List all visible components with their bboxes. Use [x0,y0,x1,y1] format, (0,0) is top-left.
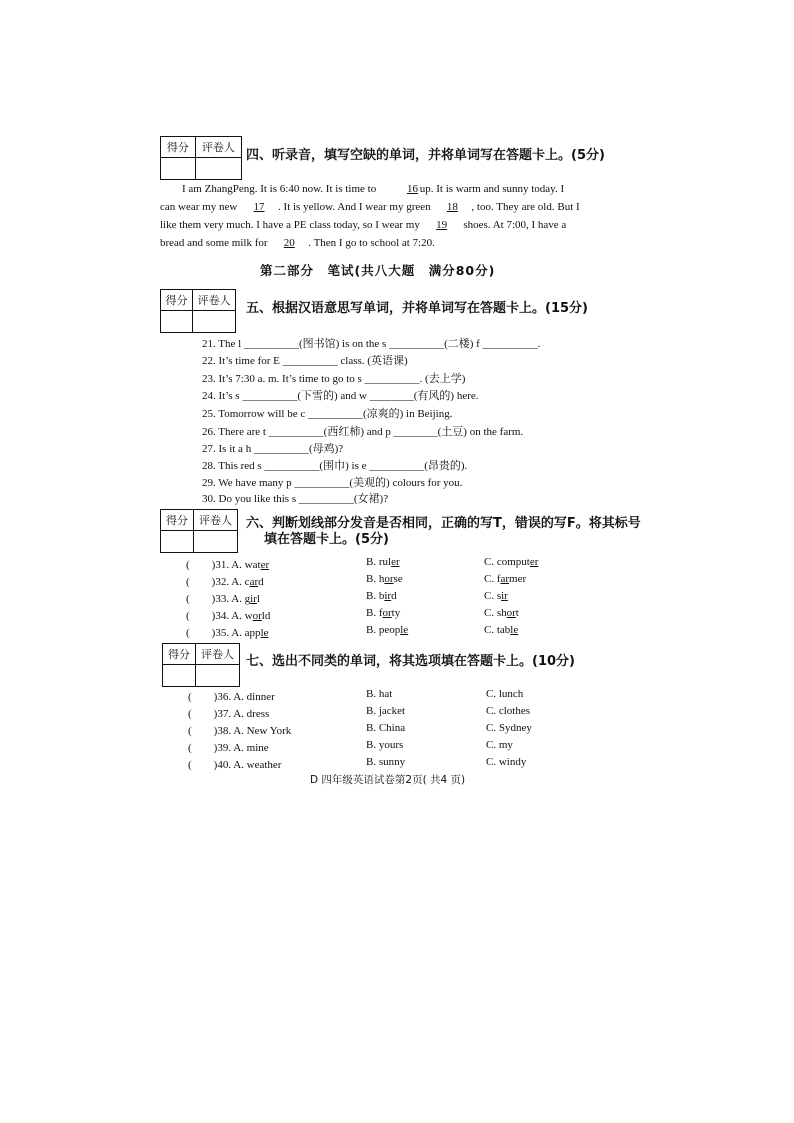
grader-label: 评卷人 [196,644,239,665]
option-a: ( )40. A. weather [188,759,282,771]
grader-cell [193,311,235,332]
question-22: 22. It’s time for E __________ class. (英语课) [202,355,408,367]
option-b: B. horse [366,573,403,585]
score-label: 得分 [161,290,193,311]
passage-line-1: I am ZhangPeng. It is 6:40 now. It is time to 16 up. It is warm and sunny today. I [160,180,614,198]
option-c: C. Sydney [486,722,532,734]
section-4-passage [160,180,614,252]
option-c: C. windy [486,756,527,768]
score-cell [161,158,196,179]
option-c: C. lunch [486,688,524,700]
option-b: B. hat [366,688,393,700]
question-25: 25. Tomorrow will be c __________(凉爽的) in Beijing. [202,408,453,420]
option-a: ( )31. A. water [186,559,270,571]
option-c: C. short [484,607,519,619]
score-label: 得分 [161,510,194,531]
grader-cell [194,531,237,552]
grader-cell [196,665,239,686]
score-cell [161,531,194,552]
option-b: B. yours [366,739,404,751]
blank-18: 18 [446,201,458,213]
section-5-title: 五、根据汉语意思写单词，并将单词写在答题卡上。(15分) [246,301,588,316]
section-6-title-line-2: 填在答题卡上。(5分) [264,532,389,547]
passage-line-3: like them very much. I have a PE class today, so I wear my 19 shoes. At 7:00, I have a [160,216,614,234]
option-a: ( )38. A. New York [188,725,292,737]
option-a: ( )36. A. dinner [188,691,275,703]
part-2-heading: 第二部分 笔试(共八大题 满分80分) [260,263,496,278]
section-6-title-line-1: 六、判断划线部分发音是否相同，正确的写T，错误的写F。将其标号 [246,516,641,531]
blank-19: 19 [436,219,448,231]
option-b: B. people [366,624,409,636]
option-a: ( )35. A. apple [186,627,269,639]
option-b: B. jacket [366,705,406,717]
score-cell [161,311,193,332]
option-b: B. forty [366,607,401,619]
option-a: ( )39. A. mine [188,742,269,754]
question-30: 30. Do you like this s __________(女裙)? [202,493,389,505]
blank-20: 20 [283,237,295,249]
option-b: B. sunny [366,756,406,768]
grader-label: 评卷人 [196,137,241,158]
page-footer: D 四年级英语试卷第2页( 共4 页) [310,774,466,786]
grader-cell [196,158,241,179]
option-a: ( )34. A. world [186,610,271,622]
score-box [160,289,236,333]
score-label: 得分 [161,137,196,158]
score-box [160,509,238,553]
question-27: 27. Is it a h __________(母鸡)? [202,443,344,455]
option-a: ( )33. A. girl [186,593,260,605]
option-c: C. sir [484,590,508,602]
option-a: ( )37. A. dress [188,708,270,720]
option-c: C. table [484,624,519,636]
passage-line-2: can wear my new 17 . It is yellow. And I wear my green 18 , too. They are old. But I [160,198,614,216]
grader-label: 评卷人 [193,290,235,311]
option-b: B. China [366,722,406,734]
option-c: C. my [486,739,513,751]
question-23: 23. It’s 7:30 a. m. It’s time to go to s __________. (去上学) [202,373,466,385]
option-c: C. computer [484,556,539,568]
score-box [162,643,240,687]
score-box [160,136,242,180]
option-b: B. bird [366,590,397,602]
blank-16: 16 [406,183,418,195]
option-a: ( )32. A. card [186,576,264,588]
question-24: 24. It’s s __________(下雪的) and w ________(有风的) here. [202,390,479,402]
passage-line-4: bread and some milk for 20 . Then I go to school at 7:20. [160,234,614,252]
score-label: 得分 [163,644,196,665]
question-29: 29. We have many p __________(美观的) colours for you. [202,477,463,489]
section-4-title: 四、听录音，填写空缺的单词，并将单词写在答题卡上。(5分) [246,148,605,163]
option-c: C. farmer [484,573,527,585]
question-28: 28. This red s __________(围巾) is e __________(昂贵的). [202,460,468,472]
option-c: C. clothes [486,705,530,717]
grader-label: 评卷人 [194,510,237,531]
option-b: B. ruler [366,556,400,568]
section-7-title: 七、选出不同类的单词，将其选项填在答题卡上。(10分) [246,654,575,669]
score-cell [163,665,196,686]
question-21: 21. The l __________(图书馆) is on the s __________(二楼) f __________. [202,338,541,350]
question-26: 26. There are t __________(西红柿) and p ________(土豆) on the farm. [202,426,524,438]
blank-17: 17 [253,201,265,213]
